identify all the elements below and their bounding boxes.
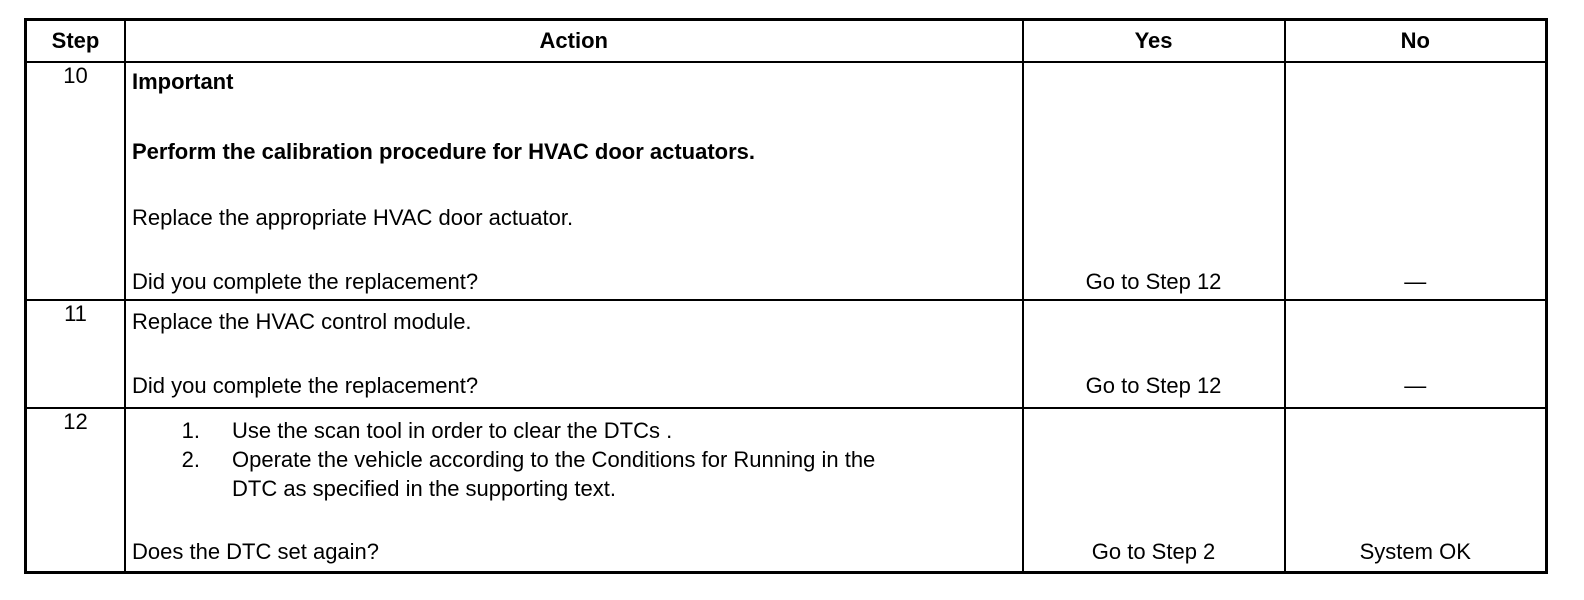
no-cell	[1285, 300, 1547, 408]
step-number: 11	[26, 300, 126, 408]
yes-cell	[1023, 408, 1285, 572]
action-cell	[125, 408, 1023, 572]
list-number: 1.	[181, 418, 200, 443]
list-item-text: Use the scan tool in order to clear the DTCs .	[232, 418, 673, 443]
header-action: Action	[125, 20, 1023, 63]
no-result: —	[1404, 269, 1427, 294]
no-result: System OK	[1359, 539, 1471, 564]
procedure-note: Perform the calibration procedure for HVAC door actuators.	[132, 139, 756, 164]
header-yes: Yes	[1023, 20, 1285, 63]
action-cell	[125, 62, 1023, 300]
yes-result: Go to Step 12	[1085, 269, 1222, 294]
table-row-step-12	[26, 408, 1547, 572]
question-text: Did you complete the replacement?	[132, 269, 479, 294]
instruction-text: Replace the appropriate HVAC door actuator.	[132, 205, 574, 230]
step-number: 12	[26, 408, 126, 572]
header-row	[26, 20, 1547, 63]
question-text: Does the DTC set again?	[132, 539, 380, 564]
table-row-step-11	[26, 300, 1547, 408]
action-cell	[125, 300, 1023, 408]
header-no: No	[1285, 20, 1547, 63]
yes-result: Go to Step 12	[1085, 373, 1222, 398]
step-number: 10	[26, 62, 126, 300]
list-number: 2.	[181, 447, 200, 472]
question-text: Did you complete the replacement?	[132, 373, 479, 398]
no-cell	[1285, 408, 1547, 572]
list-item-text: Operate the vehicle according to the Conditions for Running in the	[232, 447, 876, 472]
no-cell	[1285, 62, 1547, 300]
list-item-text-continued: DTC as specified in the supporting text.	[232, 476, 616, 501]
header-step: Step	[26, 20, 126, 63]
diagnostic-table	[24, 18, 1548, 574]
instruction-text: Replace the HVAC control module.	[132, 309, 472, 334]
yes-cell	[1023, 62, 1285, 300]
yes-cell	[1023, 300, 1285, 408]
yes-result: Go to Step 2	[1091, 539, 1216, 564]
table-row-step-10	[26, 62, 1547, 300]
important-label: Important	[132, 69, 234, 94]
no-result: —	[1404, 373, 1427, 398]
